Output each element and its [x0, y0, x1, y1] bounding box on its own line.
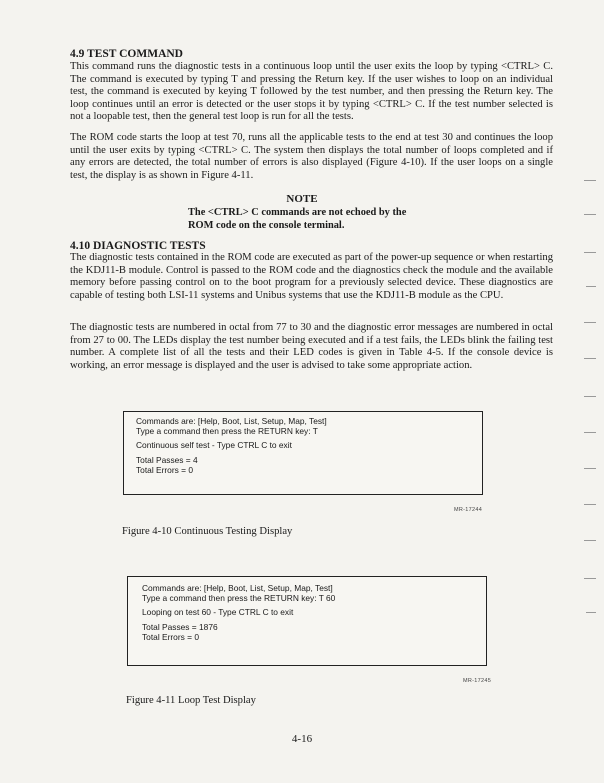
figure-4-11-line-2: Type a command then press the RETURN key: T 60 [142, 593, 336, 604]
margin-mark [584, 540, 596, 541]
margin-mark [586, 612, 596, 613]
figure-4-10-line-3: Continuous self test - Type CTRL C to exit [136, 440, 292, 451]
margin-mark [584, 252, 596, 253]
margin-mark [584, 214, 596, 215]
margin-mark [586, 286, 596, 287]
note-line-2: ROM code on the console terminal. [188, 220, 345, 231]
figure-4-10-line-4: Total Passes = 4 [136, 454, 198, 465]
figure-4-11-caption: Figure 4-11 Loop Test Display [126, 695, 256, 706]
note-line-1: The <CTRL> C commands are not echoed by the [188, 207, 407, 218]
margin-mark [584, 504, 596, 505]
margin-mark [584, 468, 596, 469]
figure-4-10-line-2: Type a command then press the RETURN key: T [136, 426, 318, 437]
figure-4-10-line-1: Commands are: [Help, Boot, List, Setup, Map, Test] [136, 416, 327, 426]
section-4-9-paragraph-1: This command runs the diagnostic tests in a continuous loop until the user exits the loop by typing <CTRL> C. The command is executed by typing T and pressing the Return key. If the user wishes to loop on an individual test, the command is executed by keying T followed by the test number, and then pressing the Return key. The loop continues until an error is detected or the user stops it by typing <CTRL> C. If the test number selected is not a loopable test, then the general test loop is run for all the tests. [70, 61, 553, 123]
section-4-10-paragraph-2: The diagnostic tests are numbered in octal from 77 to 30 and the diagnostic error messages are numbered in octal from 27 to 00. The LEDs display the test number being executed and if a test fails, the LEDs blink the failing test number. A complete list of all the tests and their LED codes is given in Table 4-5. If the console device is working, an error message is displayed and the user is advised to take some appropriate action. [70, 322, 553, 371]
section-4-10-paragraph-1: The diagnostic tests contained in the ROM code are executed as part of the power-up sequence or when restarting the KDJ11-B module. Control is passed to the ROM code and the diagnostics check the module and the available memory before passing control on to the boot program for a previously selected device. These diagnostics are capable of testing both LSI-11 systems and Unibus systems that use the KDJ11-B module as the CPU. [70, 252, 553, 301]
figure-4-10-caption: Figure 4-10 Continuous Testing Display [122, 526, 293, 537]
margin-mark [584, 358, 596, 359]
margin-mark [584, 578, 596, 579]
margin-mark [584, 180, 596, 181]
section-4-9-heading: 4.9 TEST COMMAND [70, 48, 183, 60]
figure-4-10-display-box [123, 411, 483, 495]
section-4-10-heading: 4.10 DIAGNOSTIC TESTS [70, 240, 206, 252]
page-number: 4-16 [291, 733, 313, 745]
figure-4-11-line-1: Commands are: [Help, Boot, List, Setup, Map, Test] [142, 583, 333, 593]
note-title: NOTE [286, 193, 318, 205]
figure-4-10-mr-number: MR-17244 [454, 507, 483, 513]
margin-mark [584, 396, 596, 397]
figure-4-11-display-box [127, 576, 487, 666]
figure-4-11-line-5: Total Errors = 0 [142, 631, 200, 642]
figure-4-11-line-4: Total Passes = 1876 [142, 621, 218, 632]
figure-4-11-mr-number: MR-17245 [463, 678, 492, 684]
figure-4-10-line-5: Total Errors = 0 [136, 464, 194, 475]
section-4-9-paragraph-2: The ROM code starts the loop at test 70, runs all the applicable tests to the end at test 30 and continues the loop until the user exits by typing <CTRL> C. The system then displays the total number of loops completed and if any errors are detected, the total number of errors is also displayed (Figure 4-10). If the user loops on a single test, the display is as shown in Figure 4-11. [70, 132, 553, 181]
margin-mark [584, 322, 596, 323]
margin-mark [584, 432, 596, 433]
figure-4-11-line-3: Looping on test 60 - Type CTRL C to exit [142, 607, 294, 618]
note-body [188, 206, 448, 232]
